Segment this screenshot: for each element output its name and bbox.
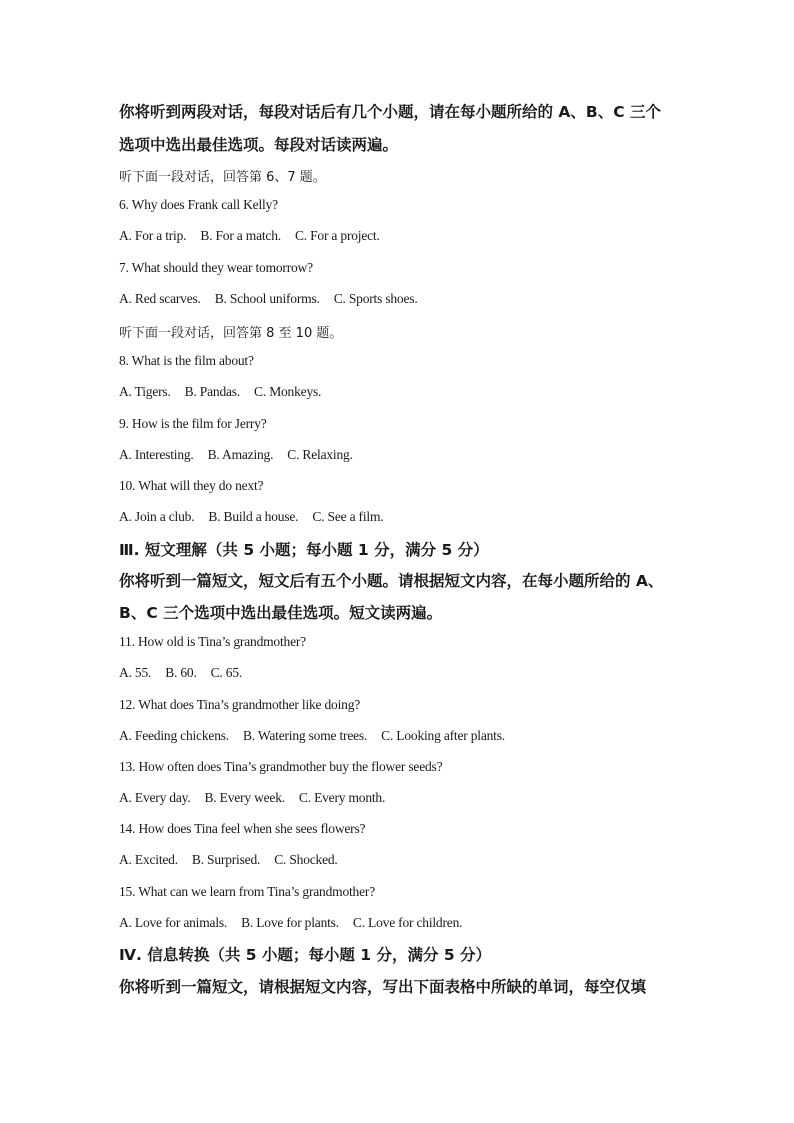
option-a: A. Interesting. <box>119 447 194 462</box>
options-11 <box>119 665 256 681</box>
question-15: 15. What can we learn from Tina’s grandmother? <box>119 884 375 899</box>
option-a: A. Every day. <box>119 790 191 805</box>
option-c: C. Shocked. <box>274 852 338 867</box>
option-c: C. Every month. <box>298 790 386 805</box>
option-b: B. Amazing. <box>207 447 274 462</box>
instruction-2-line-1: 你将听到一篇短文，短文后有五个小题。请根据短文内容，在每小题所给的 A、 <box>119 572 664 590</box>
options-9 <box>119 447 367 463</box>
question-6: 6. Why does Frank call Kelly? <box>119 197 278 212</box>
instruction-line-2: 选项中选出最佳选项。每段对话读两遍。 <box>119 136 399 154</box>
option-b: B. Watering some trees. <box>242 728 368 743</box>
option-b: B. For a match. <box>200 228 281 243</box>
option-a: A. Join a club. <box>119 509 195 524</box>
question-13: 13. How often does Tina’s grandmother buy the flower seeds? <box>119 759 443 774</box>
option-a: A. Love for animals. <box>119 915 228 930</box>
option-c: C. 65. <box>210 665 243 680</box>
options-7 <box>119 291 432 307</box>
option-b: B. School uniforms. <box>214 291 320 306</box>
options-10 <box>119 509 397 525</box>
option-a: A. Excited. <box>119 852 178 867</box>
section-4-title: Ⅳ. 信息转换（共 5 小题；每小题 1 分，满分 5 分） <box>119 946 492 964</box>
question-14: 14. How does Tina feel when she sees flowers? <box>119 821 366 836</box>
option-b: B. 60. <box>165 665 197 680</box>
dialog2-intro: 听下面一段对话，回答第 8 至 10 题。 <box>119 326 343 341</box>
options-8 <box>119 384 335 400</box>
question-10: 10. What will they do next? <box>119 478 264 493</box>
option-a: A. Feeding chickens. <box>119 728 229 743</box>
instruction-2-line-2: B、C 三个选项中选出最佳选项。短文读两遍。 <box>119 604 443 622</box>
option-a: A. Red scarves. <box>119 291 201 306</box>
question-11: 11. How old is Tina’s grandmother? <box>119 634 306 649</box>
option-c: C. Love for children. <box>352 915 463 930</box>
instruction-line-1: 你将听到两段对话，每段对话后有几个小题，请在每小题所给的 A、B、C 三个 <box>119 103 661 121</box>
options-15 <box>119 915 476 931</box>
dialog1-intro: 听下面一段对话，回答第 6、7 题。 <box>119 170 326 185</box>
option-b: B. Surprised. <box>191 852 261 867</box>
option-b: B. Love for plants. <box>241 915 339 930</box>
instruction-3: 你将听到一篇短文，请根据短文内容，写出下面表格中所缺的单词，每空仅填 <box>119 978 647 996</box>
option-a: A. For a trip. <box>119 228 187 243</box>
section-3-title: Ⅲ. 短文理解（共 5 小题；每小题 1 分，满分 5 分） <box>119 541 489 559</box>
option-a: A. Tigers. <box>119 384 171 399</box>
question-12: 12. What does Tina’s grandmother like doing? <box>119 697 361 712</box>
option-c: C. Looking after plants. <box>381 728 505 743</box>
option-c: C. See a film. <box>312 509 384 524</box>
option-c: C. Sports shoes. <box>333 291 418 306</box>
options-6 <box>119 228 394 244</box>
option-c: C. For a project. <box>294 228 380 243</box>
question-7: 7. What should they wear tomorrow? <box>119 260 313 275</box>
options-14 <box>119 852 352 868</box>
option-b: B. Build a house. <box>208 509 299 524</box>
option-c: C. Monkeys. <box>254 384 322 399</box>
option-b: B. Pandas. <box>184 384 241 399</box>
options-12 <box>119 728 519 744</box>
option-c: C. Relaxing. <box>287 447 353 462</box>
question-8: 8. What is the film about? <box>119 353 254 368</box>
options-13 <box>119 790 399 806</box>
question-9: 9. How is the film for Jerry? <box>119 416 267 431</box>
option-a: A. 55. <box>119 665 152 680</box>
option-b: B. Every week. <box>204 790 285 805</box>
